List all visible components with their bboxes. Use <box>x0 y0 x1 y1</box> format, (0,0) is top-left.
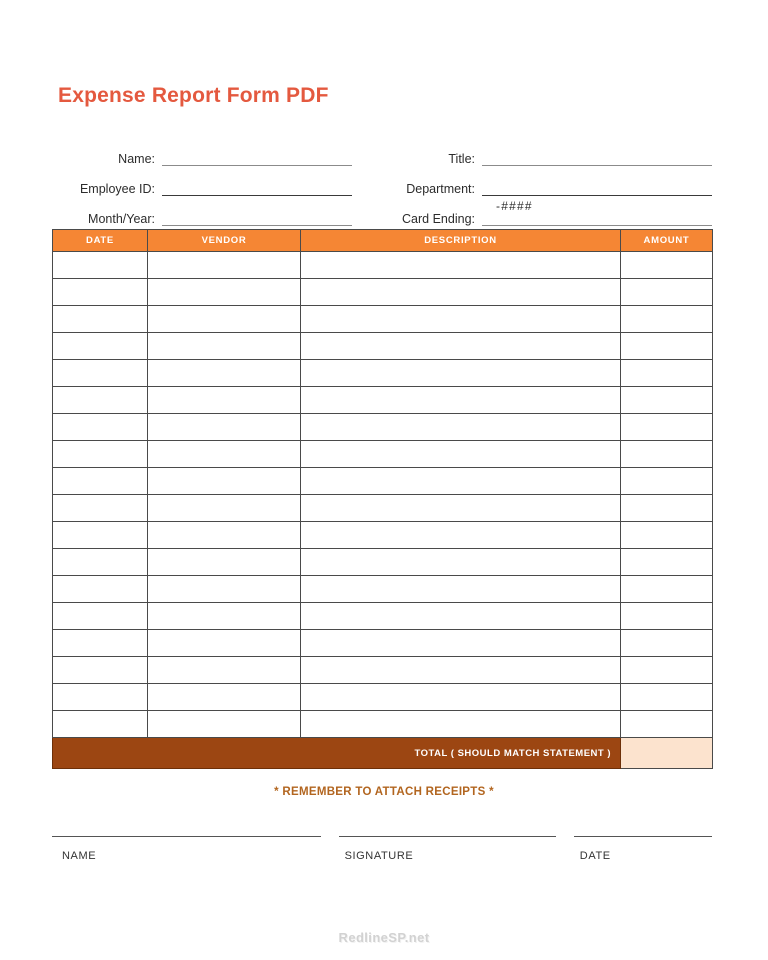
cell-date[interactable] <box>53 252 148 279</box>
table-row <box>53 603 713 630</box>
field-name <box>52 144 352 166</box>
cell-date[interactable] <box>53 495 148 522</box>
cell-vendor[interactable] <box>148 576 301 603</box>
cell-amount[interactable] <box>621 711 713 738</box>
field-card-ending <box>382 199 712 226</box>
signature-line-name[interactable] <box>52 836 321 837</box>
watermark: RedlineSP.net <box>338 930 430 945</box>
cell-date[interactable] <box>53 603 148 630</box>
signature-field-signature <box>339 836 556 862</box>
cell-description[interactable] <box>301 414 621 441</box>
cell-description[interactable] <box>301 657 621 684</box>
cell-description[interactable] <box>301 495 621 522</box>
cell-vendor[interactable] <box>148 630 301 657</box>
cell-description[interactable] <box>301 441 621 468</box>
cell-description[interactable] <box>301 279 621 306</box>
cell-vendor[interactable] <box>148 252 301 279</box>
cell-amount[interactable] <box>621 306 713 333</box>
cell-amount[interactable] <box>621 468 713 495</box>
cell-date[interactable] <box>53 711 148 738</box>
table-row <box>53 495 713 522</box>
cell-description[interactable] <box>301 360 621 387</box>
cell-description[interactable] <box>301 468 621 495</box>
cell-amount[interactable] <box>621 441 713 468</box>
total-row <box>53 738 713 769</box>
total-amount-cell[interactable] <box>621 738 713 769</box>
cell-vendor[interactable] <box>148 684 301 711</box>
field-label-month-year: Month/Year: <box>88 212 155 226</box>
field-row <box>52 196 712 226</box>
field-row <box>52 136 712 166</box>
field-title <box>382 144 712 166</box>
signature-label-signature: SIGNATURE <box>344 850 414 862</box>
cell-date[interactable] <box>53 279 148 306</box>
cell-description[interactable] <box>301 549 621 576</box>
column-header-vendor: VENDOR <box>148 230 301 252</box>
cell-vendor[interactable] <box>148 306 301 333</box>
column-header-date: DATE <box>53 230 148 252</box>
cell-amount[interactable] <box>621 495 713 522</box>
cell-amount[interactable] <box>621 522 713 549</box>
cell-vendor[interactable] <box>148 468 301 495</box>
field-input-name[interactable] <box>162 151 352 166</box>
expense-table-container <box>52 229 712 769</box>
table-row <box>53 549 713 576</box>
cell-date[interactable] <box>53 306 148 333</box>
cell-vendor[interactable] <box>148 495 301 522</box>
table-row <box>53 441 713 468</box>
cell-description[interactable] <box>301 387 621 414</box>
cell-date[interactable] <box>53 387 148 414</box>
cell-description[interactable] <box>301 576 621 603</box>
signature-line-signature[interactable] <box>339 836 556 837</box>
cell-date[interactable] <box>53 333 148 360</box>
cell-amount[interactable] <box>621 252 713 279</box>
table-row <box>53 468 713 495</box>
page-title: Expense Report Form PDF <box>58 84 329 107</box>
cell-description[interactable] <box>301 684 621 711</box>
cell-date[interactable] <box>53 522 148 549</box>
field-input-employee-id[interactable] <box>162 181 352 196</box>
table-body <box>53 252 713 738</box>
field-input-title[interactable] <box>482 151 712 166</box>
receipts-reminder-note: * REMEMBER TO ATTACH RECEIPTS * <box>274 786 494 798</box>
cell-vendor[interactable] <box>148 441 301 468</box>
field-label-employee-id: Employee ID: <box>79 182 155 196</box>
cell-date[interactable] <box>53 549 148 576</box>
expense-table <box>52 229 713 769</box>
cell-amount[interactable] <box>621 387 713 414</box>
table-row <box>53 630 713 657</box>
cell-date[interactable] <box>53 657 148 684</box>
table-row <box>53 306 713 333</box>
table-header <box>53 230 713 252</box>
header-fields <box>52 136 712 226</box>
field-label-title: Title: <box>448 152 475 166</box>
cell-amount[interactable] <box>621 360 713 387</box>
field-label-name: Name: <box>118 152 155 166</box>
cell-vendor[interactable] <box>148 279 301 306</box>
signature-field-date <box>574 836 712 862</box>
field-input-month-year[interactable] <box>162 211 352 226</box>
cell-date[interactable] <box>53 360 148 387</box>
cell-amount[interactable] <box>621 657 713 684</box>
cell-amount[interactable] <box>621 603 713 630</box>
cell-vendor[interactable] <box>148 414 301 441</box>
signature-line-date[interactable] <box>574 836 712 837</box>
signature-block <box>52 836 712 862</box>
table-row <box>53 360 713 387</box>
column-header-description: DESCRIPTION <box>301 230 621 252</box>
cell-vendor[interactable] <box>148 657 301 684</box>
table-header-row <box>53 230 713 252</box>
table-row <box>53 387 713 414</box>
signature-label-date: DATE <box>579 850 611 862</box>
cell-vendor[interactable] <box>148 333 301 360</box>
cell-amount[interactable] <box>621 279 713 306</box>
field-label-department: Department: <box>406 182 475 196</box>
table-row <box>53 414 713 441</box>
signature-label-name: NAME <box>62 850 97 862</box>
cell-description[interactable] <box>301 711 621 738</box>
table-row <box>53 522 713 549</box>
cell-amount[interactable] <box>621 576 713 603</box>
table-row <box>53 711 713 738</box>
cell-vendor[interactable] <box>148 387 301 414</box>
cell-vendor[interactable] <box>148 711 301 738</box>
cell-description[interactable] <box>301 522 621 549</box>
card-ending-hint: -#### <box>496 199 533 213</box>
field-label-card-ending: Card Ending: <box>402 212 475 226</box>
table-row <box>53 684 713 711</box>
cell-description[interactable] <box>301 252 621 279</box>
cell-description[interactable] <box>301 333 621 360</box>
cell-date[interactable] <box>53 576 148 603</box>
cell-amount[interactable] <box>621 630 713 657</box>
table-row <box>53 657 713 684</box>
cell-description[interactable] <box>301 603 621 630</box>
column-header-amount: AMOUNT <box>621 230 713 252</box>
table-row <box>53 333 713 360</box>
cell-vendor[interactable] <box>148 603 301 630</box>
field-input-department[interactable] <box>482 181 712 196</box>
signature-field-name <box>52 836 321 862</box>
table-row <box>53 252 713 279</box>
table-row <box>53 576 713 603</box>
cell-date[interactable] <box>53 630 148 657</box>
total-label: TOTAL ( SHOULD MATCH STATEMENT ) <box>53 738 621 769</box>
cell-description[interactable] <box>301 630 621 657</box>
field-employee-id <box>52 174 352 196</box>
cell-vendor[interactable] <box>148 522 301 549</box>
table-footer <box>53 738 713 769</box>
table-row <box>53 279 713 306</box>
field-input-card-ending[interactable] <box>482 199 712 226</box>
cell-date[interactable] <box>53 441 148 468</box>
field-month-year <box>52 204 352 226</box>
cell-vendor[interactable] <box>148 360 301 387</box>
field-row <box>52 166 712 196</box>
cell-amount[interactable] <box>621 549 713 576</box>
cell-amount[interactable] <box>621 333 713 360</box>
cell-description[interactable] <box>301 306 621 333</box>
cell-amount[interactable] <box>621 684 713 711</box>
field-department <box>382 174 712 196</box>
cell-date[interactable] <box>53 414 148 441</box>
cell-date[interactable] <box>53 468 148 495</box>
cell-amount[interactable] <box>621 414 713 441</box>
cell-date[interactable] <box>53 684 148 711</box>
cell-vendor[interactable] <box>148 549 301 576</box>
